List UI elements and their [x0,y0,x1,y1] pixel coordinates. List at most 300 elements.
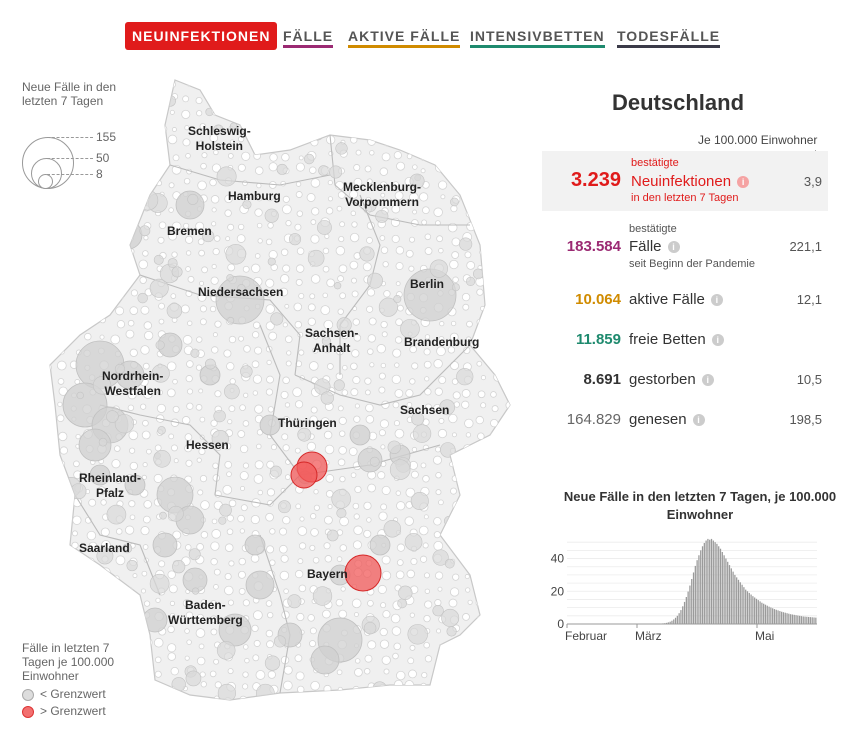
district [518,644,525,651]
district [411,471,418,478]
district [496,303,501,308]
district [75,162,83,170]
district [408,658,414,664]
district-bubble [449,112,458,121]
district [294,303,302,311]
district [143,516,150,523]
district [480,250,484,254]
district [85,571,89,575]
chart-bar [736,577,737,624]
chart-bar [691,579,692,624]
district [507,291,512,296]
district [239,588,245,594]
district [269,251,277,259]
district [435,81,442,88]
district-bubble [256,684,274,702]
district [130,307,138,315]
district [423,475,430,482]
district [309,124,314,129]
district [43,289,52,298]
district [295,700,300,705]
district [47,477,51,481]
district [87,234,93,240]
chart-bar [759,601,760,624]
district [382,153,390,161]
district [495,246,503,254]
district [477,616,482,621]
chart-bar [803,616,804,624]
chart-bar [794,615,795,624]
district [504,695,511,702]
district [141,589,145,593]
district-bubble [313,587,332,606]
district [74,138,82,146]
district [406,390,413,397]
district [99,125,103,129]
district [462,389,470,397]
district [103,583,111,591]
district [239,92,247,100]
district [382,486,390,494]
district [324,431,332,439]
district [210,179,217,186]
chart-bar [804,617,805,624]
chart-bar [747,591,748,624]
district [464,121,470,127]
chart-bar [729,565,730,624]
district [239,558,246,565]
district [355,659,360,664]
district [43,445,48,450]
district [491,517,500,526]
info-icon[interactable]: i [737,176,749,188]
district [419,696,428,705]
district [476,628,482,634]
district [351,363,358,370]
district [295,224,301,230]
district [258,490,263,495]
district [43,193,48,198]
district [70,629,77,636]
district [448,654,454,660]
district [322,610,330,618]
district [129,93,135,99]
chart-bar [767,606,768,624]
district [521,685,528,692]
district [266,305,275,314]
district [367,349,373,355]
district [466,588,470,592]
district [47,404,51,408]
district [393,653,399,659]
district [99,139,106,146]
district [368,98,375,105]
tab-neuinfektionen[interactable]: NEUINFEKTIONEN [125,22,277,50]
district [60,99,65,104]
stat-value-freie-betten: 11.859 [575,331,621,348]
district [367,289,374,296]
chart-bar [700,550,701,624]
district [378,585,386,593]
district [169,585,177,593]
district [59,191,65,197]
district [279,528,286,535]
district [412,447,416,451]
district [405,681,414,690]
chart-bar [725,559,726,624]
tab-aktive-faelle[interactable]: AKTIVE FÄLLE [348,22,460,50]
district [87,303,94,310]
chart-bar [664,623,665,624]
district-bubble [167,303,182,318]
district [156,598,160,602]
district [295,122,301,128]
district [495,570,500,575]
district [396,247,404,255]
district-bubble [321,392,334,405]
district [156,95,160,99]
district [254,640,260,646]
district [299,350,304,355]
district [324,685,331,692]
district [187,403,193,409]
district [522,263,526,267]
district [309,167,316,174]
district [229,500,236,507]
chart-bar [693,572,694,624]
district-bubble [67,280,74,287]
district [491,392,497,398]
district [144,109,151,116]
district [491,334,496,339]
chart-bar [776,610,777,624]
info-icon[interactable]: i [693,414,705,426]
district [72,531,77,536]
district-bubble [288,100,305,117]
district [337,557,342,562]
district [424,361,431,368]
district-bubble [277,164,287,174]
chart-bar [741,585,742,624]
chart-bar [707,539,708,624]
district-bubble [447,627,457,637]
district [421,463,426,468]
district [356,111,362,117]
info-icon[interactable]: i [711,294,723,306]
district [490,210,496,216]
chart-bar [774,609,775,624]
district [468,629,473,634]
tab-todesfaelle[interactable]: TODESFÄLLE [617,22,720,50]
district [61,589,65,593]
district [212,519,217,524]
per-100k-label: Je 100.000 Einwohner [698,133,818,147]
district [251,515,259,523]
district [253,94,258,99]
district [43,263,50,270]
chart-bar [718,546,719,624]
district [476,475,485,484]
district-bubble [430,260,448,278]
district [173,155,179,161]
district [285,475,290,480]
district [465,504,472,511]
district-bubble [370,535,390,555]
district [520,235,528,243]
district-bubble [226,244,246,264]
district-bubble [450,198,458,206]
district [496,221,500,225]
district [224,586,233,595]
district [453,640,460,647]
district [47,225,51,229]
district [229,97,234,102]
district [267,376,274,383]
district [379,125,385,131]
district [435,388,442,395]
stat-rate-neuinfektionen: 3,9 [803,174,822,189]
chart-bar [754,597,755,624]
district [517,149,526,158]
district [353,319,360,326]
district [258,239,262,243]
district [258,82,263,87]
district [130,208,138,216]
district-bubble [140,226,150,236]
district [492,406,498,412]
district [378,108,386,116]
district [469,98,474,103]
district [253,322,260,329]
district [70,84,77,91]
label-hessen: Hessen [186,438,229,452]
district [129,431,138,440]
district [188,276,194,282]
district [339,431,345,437]
district [394,680,402,688]
label-berlin: Berlin [410,277,445,291]
chart-title: Neue Fälle in den letzten 7 Tagen, je 100.000 Einwohner [563,489,837,522]
district [338,276,344,282]
district [478,639,485,646]
district [47,542,53,548]
tab-faelle[interactable]: FÄLLE [283,22,333,50]
district [448,139,457,148]
district [59,122,66,129]
district [141,306,149,314]
district [396,282,400,286]
district [519,387,526,394]
district [397,162,405,170]
district [128,150,133,155]
district [382,556,390,564]
district [407,570,415,578]
district [413,165,418,170]
district [196,365,201,370]
district [380,236,385,241]
district [467,321,473,327]
district [311,235,319,243]
district [255,405,263,413]
district [267,138,274,145]
district [519,207,526,214]
district [57,558,65,566]
district [435,687,440,692]
district [90,613,95,618]
district [519,615,524,620]
district [462,81,469,88]
district [409,266,414,271]
chart-bar [673,619,674,624]
district [468,109,473,114]
district [70,587,78,595]
district [440,135,446,141]
legend-below-threshold [22,687,106,701]
district [215,321,221,327]
district-bubble [327,530,338,541]
tab-intensivbetten[interactable]: INTENSIVBETTEN [470,22,605,50]
chart-bar [770,607,771,624]
stat-rate-faelle: 221,1 [789,239,822,254]
info-icon[interactable]: i [702,374,714,386]
district [58,501,66,509]
district-bubble [471,140,482,151]
district [296,504,301,509]
chart-bar [815,618,816,624]
district [46,277,55,286]
district [238,224,244,230]
district-bubble [289,233,301,245]
info-icon[interactable]: i [712,334,724,346]
district [353,503,359,509]
district-bubble [405,533,422,550]
district [98,108,104,114]
district [504,378,511,385]
district [215,391,221,397]
district-bubble [219,517,227,525]
district-bubble [112,622,125,635]
district [102,277,110,285]
district [84,602,92,610]
district [381,363,386,368]
chart-bar [777,610,778,624]
district [46,503,55,512]
district [325,234,329,238]
district [434,208,443,217]
district [142,668,147,673]
district [113,149,120,156]
district [87,531,96,540]
district-bubble [462,148,481,167]
district [117,177,125,185]
district [55,470,63,478]
district [128,628,135,635]
chart-bar [688,592,689,624]
district [211,558,218,565]
district [116,685,123,692]
district [464,477,469,482]
district [434,359,443,368]
district [116,598,123,605]
district [365,378,371,384]
district [453,501,462,510]
district [202,267,208,273]
district [211,347,218,354]
district [267,109,272,114]
district [128,405,134,411]
district-bubble [103,610,109,616]
district [88,250,94,256]
district [253,391,258,396]
district [154,474,162,482]
district [397,560,403,566]
district [393,349,401,357]
district [84,93,91,100]
district [324,98,331,105]
district [465,659,470,664]
district-bubble [159,512,166,519]
district [336,373,343,380]
district [520,93,527,100]
district [410,645,415,650]
district [492,84,499,91]
district [104,99,109,104]
district [505,447,513,455]
chart-bar [786,613,787,624]
district [517,276,525,284]
district-bubble [143,608,167,632]
district [114,262,118,266]
district [422,220,427,225]
district [228,224,234,230]
district [395,337,402,344]
district [116,279,120,283]
district [238,431,245,438]
stat-post-faelle: seit Beginn der Pandemie [629,258,755,270]
info-icon[interactable]: i [668,241,680,253]
district [127,138,133,144]
district [211,277,218,284]
district [448,95,454,101]
district [451,205,457,211]
district [144,601,149,606]
district-bubble [114,150,126,162]
district [99,224,104,229]
district [438,429,446,437]
district [88,289,94,295]
district [476,416,484,424]
district [435,572,442,579]
district [255,167,263,175]
district [62,335,67,340]
district [366,110,373,117]
district [182,416,190,424]
district [115,235,123,243]
district [243,463,248,468]
district-bubble [192,588,199,595]
district [452,684,456,688]
district [492,626,498,632]
district [143,545,148,550]
district [353,376,360,383]
district [71,319,78,326]
district [72,239,76,243]
chart-bar [723,555,724,624]
district [56,320,63,327]
district [452,433,456,437]
district [196,97,202,103]
district-bubble [485,645,494,654]
